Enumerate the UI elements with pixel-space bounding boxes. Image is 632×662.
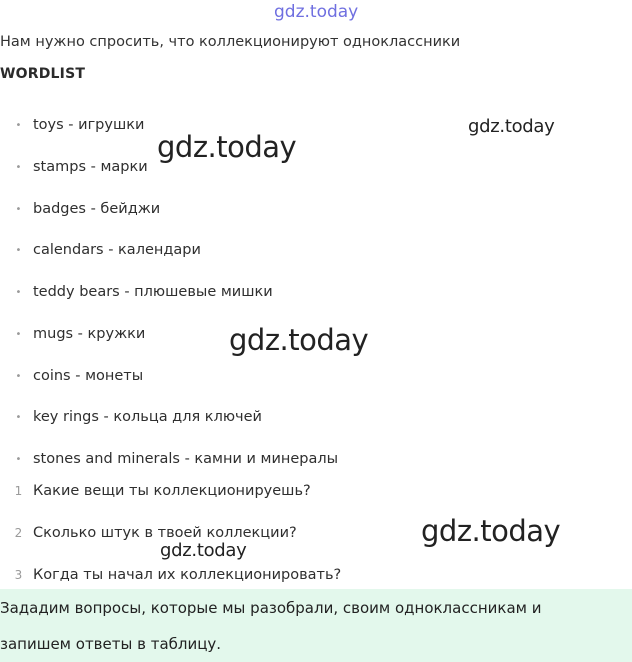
question-text: Сколько штук в твоей коллекции? [33,525,297,541]
intro-text: Нам нужно спросить, что коллекционируют одноклассники [0,34,461,50]
list-item [0,281,273,303]
watermark: gdz.today [421,514,561,548]
watermark: gdz.today [229,323,369,357]
list-item [0,448,338,470]
watermark: gdz.today [468,116,555,137]
list-item-text: mugs - кружки [33,326,146,342]
question-text: Какие вещи ты коллекционируешь? [33,483,311,499]
list-item-text: badges - бейджи [33,201,161,217]
highlight-block [0,589,632,662]
question-number: 1 [14,484,23,498]
bullet-icon: • [15,411,22,423]
list-item-text: stones and minerals - камни и минералы [33,451,339,467]
list-item [0,406,262,428]
list-item [0,365,143,387]
list-item-text: teddy bears - плюшевые мишки [33,284,273,300]
highlight-text-line: Зададим вопросы, которые мы разобрали, своим одноклассникам и [0,599,542,617]
bullet-icon: • [15,453,22,465]
bullet-icon: • [15,203,22,215]
list-item [0,239,201,261]
watermark: gdz.today [160,540,247,561]
list-item-text: toys - игрушки [33,117,145,133]
question-number: 3 [14,568,23,582]
list-item-text: stamps - марки [33,159,148,175]
bullet-icon: • [15,286,22,298]
bullet-icon: • [15,244,22,256]
wordlist-heading: WORDLIST [0,66,86,82]
bullet-icon: • [15,161,22,173]
list-item [0,156,148,178]
list-item [0,114,144,136]
bullet-icon: • [15,370,22,382]
top-watermark: gdz.today [274,2,359,22]
list-item-text: coins - монеты [33,368,144,384]
list-item [0,323,145,345]
question-text: Когда ты начал их коллекционировать? [33,567,342,583]
list-item-text: key rings - кольца для ключей [33,409,262,425]
bullet-icon: • [15,119,22,131]
question-item [0,522,297,544]
list-item [0,198,160,220]
list-item-text: calendars - календари [33,242,201,258]
question-item [0,564,341,586]
question-item [0,480,311,502]
question-number: 2 [14,526,23,540]
watermark: gdz.today [157,130,297,164]
bullet-icon: • [15,328,22,340]
highlight-text-line: запишем ответы в таблицу. [0,635,222,653]
